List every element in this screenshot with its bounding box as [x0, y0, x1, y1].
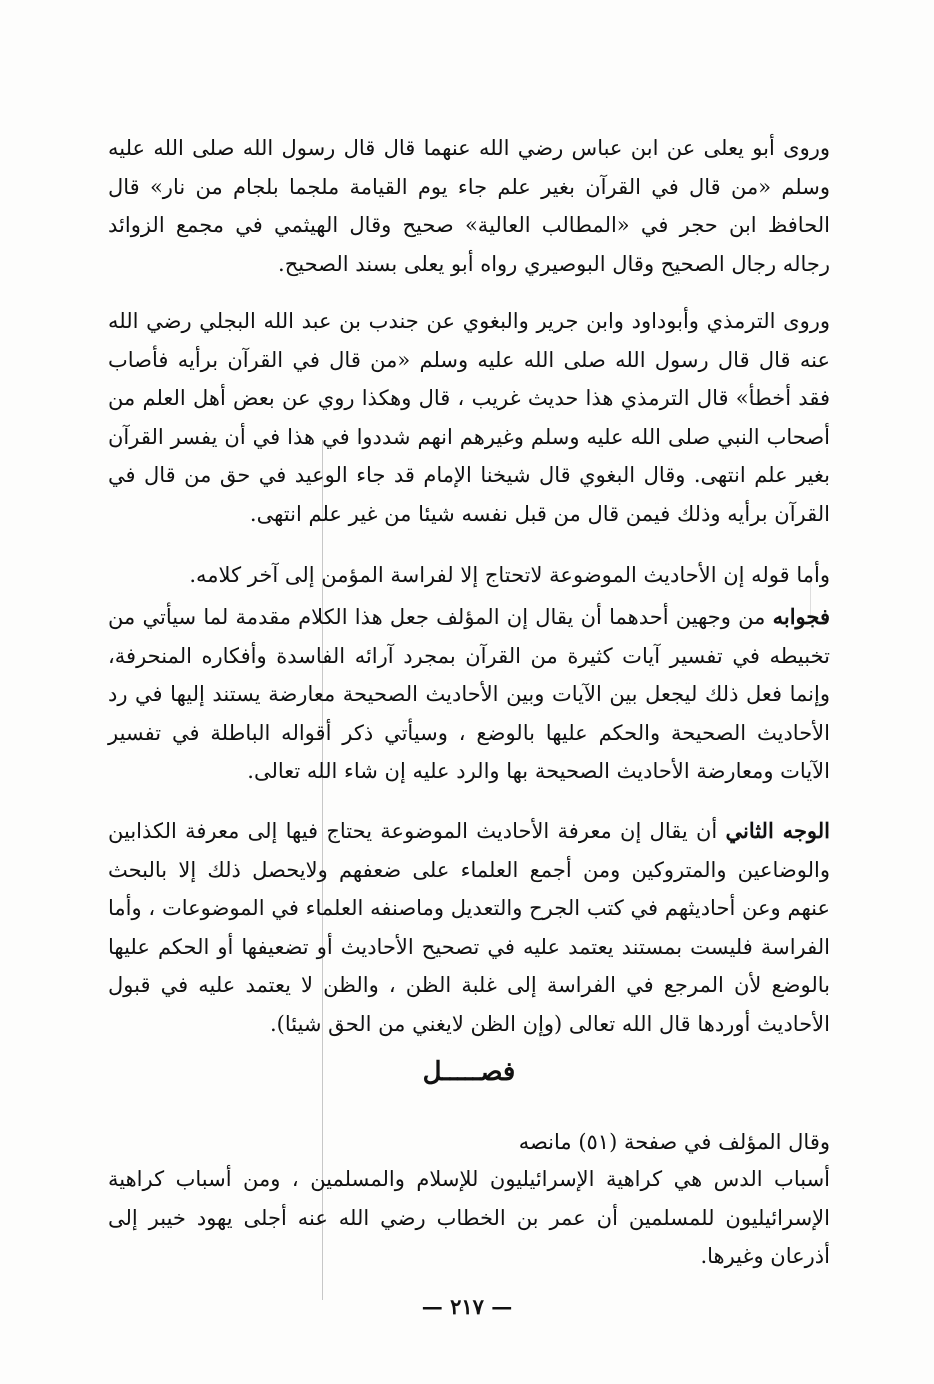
paragraph-author-quote-intro: وقال المؤلف في صفحة (٥١) مانصه — [518, 1130, 830, 1154]
paragraph-tirmidhi-hadith: وروى الترمذي وأبوداود وابن جرير والبغوي عن جندب بن عبد الله البجلي رضي الله عنه قال قال رسول الله صلى الله عليه وسلم «من قال في القرآن برأيه فأصاب فقد أخطأ» قال الترمذي هذا حديث غريب ، قال وهكذا روي عن بعض أهل العلم من أصحاب النبي صلى الله عليه وسلم وغيرهم انهم شددوا في هذا في أن يفسر القرآن بغير علم انتهى. وقال البغوي قال شيخنا الإمام قد جاء الوعيد في حق من قال في القرآن برأيه وذلك فيمن قال من قبل نفسه شيئا من غير علم انتهى. — [108, 309, 830, 526]
paragraph-first-answer — [108, 598, 830, 791]
second-aspect-lead: الوجه الثاني — [725, 818, 831, 843]
page-number: — ٢١٧ — — [421, 1294, 513, 1319]
answer-lead-word: فجوابه — [772, 604, 830, 629]
second-aspect-body: أن يقال إن معرفة الأحاديث الموضوعة يحتاج فيها إلى معرفة الكذابين والوضاعين والمتروكين ومن أجمع العلماء على ضعفهم ولايحصل ذلك إلا بالبحث عنهم وعن أحاديثهم في كتب الجرح والتعديل وماصنفه العلماء في الموضوعات ، وأما الفراسة فليست بمستند يعتمد عليه في تصحيح الأحاديث أو تضعيفها أو الحكم عليها بالوضع لأن المرجع في الفراسة إلى غلبة الظن ، والظن لا يعتمد عليه في قبول الأحاديث أوردها قال الله تعالى (وإن الظن لايغني من الحق شيئا). — [108, 819, 830, 1036]
paragraph-firasa-claim: وأما قوله إن الأحاديث الموضوعة لاتحتاج إلا لفراسة المؤمن إلى آخر كلامه. — [189, 563, 830, 587]
answer-body: من وجهين أحدهما أن يقال إن المؤلف جعل هذا الكلام مقدمة لما سيأتي من تخبيطه في تفسير آيات كثيرة من القرآن بمجرد آرائه الفاسدة وأفكاره المنحرفة، وإنما فعل ذلك ليجعل بين الآيات وبين الأحاديث الصحيحة معارضة يستند إليها في رد الأحاديث الصحيحة والحكم عليها بالوضع ، وسيأتي ذكر أقواله الباطلة في تفسير الآيات ومعارضة الأحاديث الصحيحة بها والرد عليه إن شاء الله تعالى. — [108, 605, 830, 783]
paragraph-author-quote: أسباب الدس هي كراهية الإسرائيليون للإسلام والمسلمين ، ومن أسباب كراهية الإسرائيليون للمسلمين أن عمر بن الخطاب رضي الله عنه أجلى يهود خيبر إلى أذرعان وغيرها. — [108, 1167, 830, 1268]
section-heading: فصـــــل — [422, 1057, 516, 1087]
paragraph-second-aspect — [108, 812, 830, 1043]
paragraph-abu-yala-hadith: وروى أبو يعلى عن ابن عباس رضي الله عنهما قال قال رسول الله صلى الله عليه وسلم «من قال في القرآن بغير علم جاء يوم القيامة ملجما بلجام من نار» قال الحافظ ابن حجر في «المطالب العالية» صحيح وقال الهيثمي في مجمع الزوائد رجاله رجال الصحيح وقال البوصيري رواه أبو يعلى بسند الصحيح. — [108, 136, 830, 276]
